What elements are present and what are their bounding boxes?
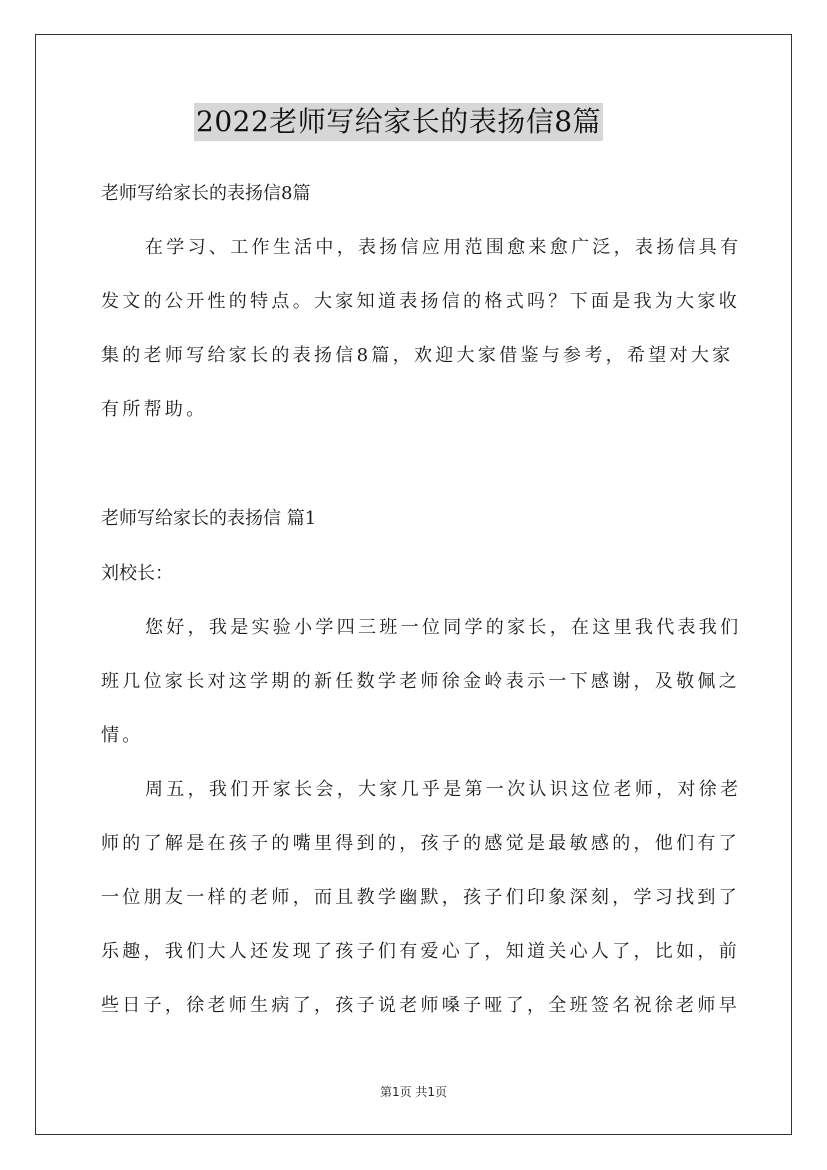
salutation: 刘校长： bbox=[101, 563, 173, 584]
intro-line-4: 有所帮助。 bbox=[101, 399, 208, 420]
paragraph2-line-2: 师的了解是在孩子的嘴里得到的，孩子的感觉是最敏感的，他们有了 bbox=[101, 833, 740, 854]
page-number-footer: 第1页 共1页 bbox=[379, 1085, 448, 1099]
section-heading: 老师写给家长的表扬信 篇1 bbox=[101, 508, 317, 529]
document-title: 2022老师写给家长的表扬信8篇 bbox=[194, 103, 603, 141]
paragraph2-line-3: 一位朋友一样的老师，而且教学幽默，孩子们印象深刻，学习找到了 bbox=[101, 887, 740, 908]
intro-line-2: 发文的公开性的特点。大家知道表扬信的格式吗？下面是我为大家收 bbox=[101, 291, 740, 312]
document-subtitle: 老师写给家长的表扬信8篇 bbox=[101, 183, 311, 204]
intro-line-1: 在学习、工作生活中，表扬信应用范围愈来愈广泛，表扬信具有 bbox=[145, 237, 742, 258]
intro-line-3: 集的老师写给家长的表扬信8篇，欢迎大家借鉴与参考，希望对大家 bbox=[101, 345, 734, 366]
paragraph1-line-2: 班几位家长对这学期的新任数学老师徐金岭表示一下感谢，及敬佩之 bbox=[101, 671, 740, 692]
paragraph1-line-3: 情。 bbox=[101, 725, 144, 746]
paragraph1-line-1: 您好，我是实验小学四三班一位同学的家长，在这里我代表我们 bbox=[145, 617, 742, 638]
paragraph2-line-5: 些日子，徐老师生病了，孩子说老师嗓子哑了，全班签名祝徐老师早 bbox=[101, 995, 740, 1016]
paragraph2-line-4: 乐趣，我们大人还发现了孩子们有爱心了，知道关心人了，比如，前 bbox=[101, 941, 740, 962]
paragraph2-line-1: 周五，我们开家长会，大家几乎是第一次认识这位老师，对徐老 bbox=[145, 779, 742, 800]
